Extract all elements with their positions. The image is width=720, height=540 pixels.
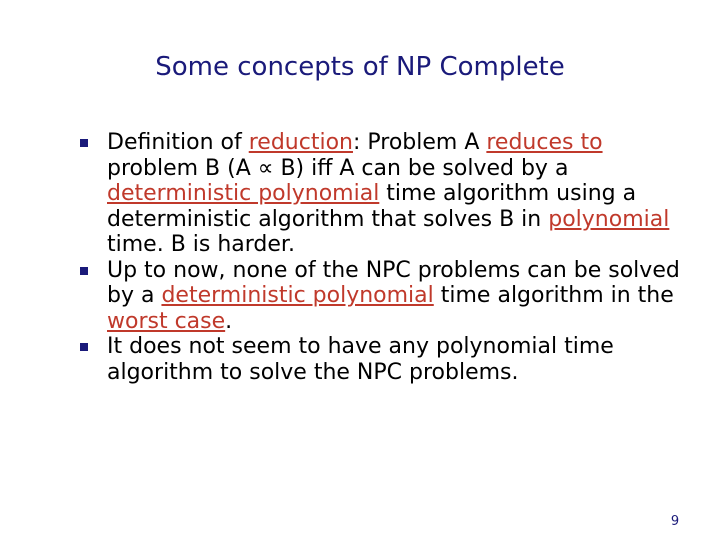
highlighted-term: deterministic polynomial — [161, 283, 434, 308]
text-span: Definition of — [107, 130, 249, 155]
bullet-item — [80, 334, 680, 385]
slide-title: Some concepts of NP Complete — [155, 52, 565, 82]
text-span: Up to now, none of the NPC problems can be solved by a — [107, 257, 680, 308]
text-span: problem B (A ∝ B) iff A can be solved by a — [107, 155, 569, 181]
square-bullet-icon — [80, 267, 88, 275]
text-span: time. B is harder. — [107, 232, 295, 257]
square-bullet-icon — [80, 139, 88, 147]
highlighted-term: reduction — [248, 130, 353, 155]
highlighted-term: polynomial — [548, 206, 670, 232]
highlighted-term: deterministic polynomial — [107, 181, 380, 206]
bullet-item — [80, 130, 680, 258]
text-span: : Problem A — [352, 130, 487, 155]
square-bullet-icon — [80, 343, 88, 351]
bullet-text — [107, 130, 669, 257]
bullet-item — [80, 258, 680, 335]
text-span: time algorithm using a deterministic algorithm that solves B in — [107, 181, 637, 232]
bullet-text — [107, 258, 680, 334]
text-span: time algorithm in the — [433, 283, 674, 308]
page-number: 9 — [670, 514, 680, 529]
highlighted-term: worst case — [107, 308, 226, 334]
text-span: It does not seem to have any polynomial time algorithm to solve the NPC problems. — [107, 334, 614, 385]
bullet-text — [107, 334, 614, 385]
highlighted-term: reduces to — [486, 130, 603, 155]
bullet-list — [80, 130, 680, 385]
text-span: . — [225, 308, 233, 334]
